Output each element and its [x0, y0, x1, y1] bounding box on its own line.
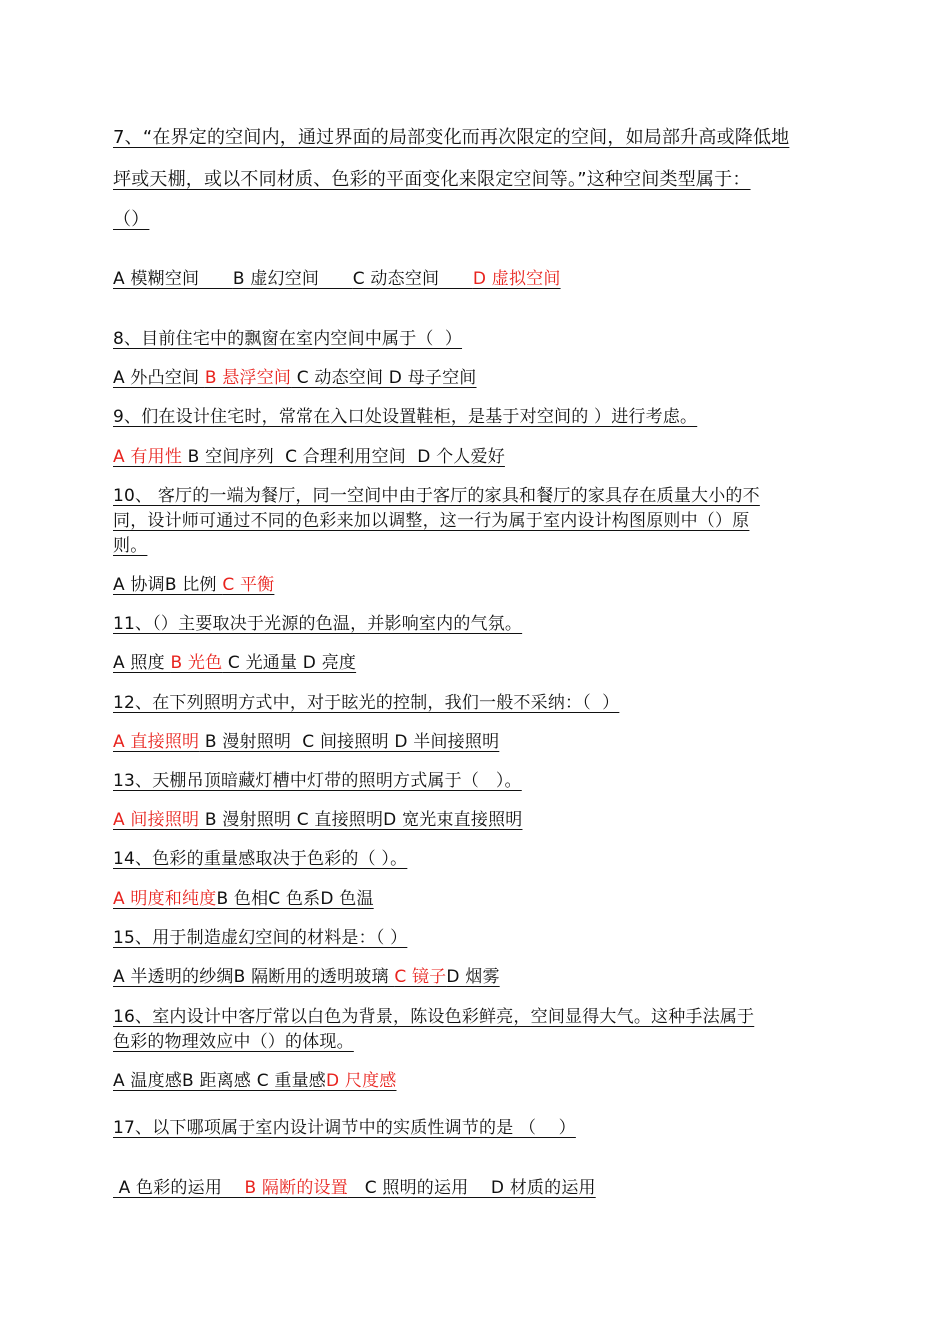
option: A 色彩的运用 — [113, 1178, 245, 1198]
question-8-options — [113, 367, 477, 389]
question-9-line-1: 9、们在设计住宅时，常常在入口处设置鞋柜，是基于对空间的 ）进行考虑。 — [113, 407, 698, 427]
option: D 烟雾 — [446, 967, 500, 987]
question-15-options — [113, 966, 500, 988]
correct-option: A 间接照明 — [113, 810, 200, 830]
option: A 照度 — [113, 653, 171, 673]
question-7-line-1: 7、“在界定的空间内，通过界面的局部变化而再次限定的空间，如局部升高或降低地 — [113, 127, 790, 148]
question-14-options — [113, 888, 374, 910]
question-7-options — [113, 268, 561, 290]
correct-option: A 有用性 — [113, 447, 183, 467]
option: B 漫射照明 C 间接照明 D 半间接照明 — [199, 732, 500, 752]
option: B 色相C 色系D 色温 — [216, 889, 374, 909]
question-10-line-3: 则。 — [113, 536, 148, 556]
correct-option: B 隔断的设置 — [244, 1178, 348, 1198]
option: A 外凸空间 — [113, 368, 205, 388]
option: A 模糊空间 — [113, 269, 233, 289]
option: B 漫射照明 C 直接照明D 宽光束直接照明 — [199, 810, 523, 830]
question-11-line-1: 11、（）主要取决于光源的色温，并影响室内的气氛。 — [113, 614, 523, 634]
question-10-options — [113, 574, 274, 596]
question-8-line-1: 8、目前住宅中的飘窗在室内空间中属于（ ） — [113, 329, 463, 349]
question-12-line-1: 12、在下列照明方式中，对于眩光的控制，我们一般不采纳：（ ） — [113, 693, 620, 713]
correct-option: D 尺度感 — [325, 1071, 397, 1091]
option: A 温度感B 距离感 C 重量感 — [113, 1071, 326, 1091]
question-12-options — [113, 731, 499, 753]
option: C 照明的运用 D 材质的运用 — [347, 1178, 596, 1198]
correct-option: B 光色 — [170, 653, 223, 673]
question-7-line-2: 坪或天棚，或以不同材质、色彩的平面变化来限定空间等。”这种空间类型属于： — [113, 169, 751, 190]
correct-option: D 虚拟空间 — [472, 269, 561, 289]
question-13-options — [113, 809, 522, 831]
correct-option: A 明度和纯度 — [113, 889, 217, 909]
option: A 协调B 比例 — [113, 575, 223, 595]
option: C 光通量 D 亮度 — [222, 653, 357, 673]
question-10-line-2: 同，设计师可通过不同的色彩来加以调整，这一行为属于室内设计构图原则中（）原 — [113, 511, 750, 531]
question-13-line-1: 13、天棚吊顶暗藏灯槽中灯带的照明方式属于（ ）。 — [113, 771, 522, 791]
option: A 半透明的纱绸B 隔断用的透明玻璃 — [113, 967, 395, 987]
option: C 动态空间 — [352, 269, 473, 289]
correct-option: C 镜子 — [394, 967, 447, 987]
correct-option: A 直接照明 — [113, 732, 200, 752]
question-11-options — [113, 652, 356, 674]
question-9-options — [113, 446, 505, 468]
option: C 动态空间 D 母子空间 — [291, 368, 477, 388]
correct-option: B 悬浮空间 — [204, 368, 292, 388]
option: B 虚幻空间 — [232, 269, 353, 289]
question-17-line-1: 17、以下哪项属于室内设计调节中的实质性调节的是 （ ） — [113, 1118, 576, 1138]
option: B 空间序列 C 合理利用空间 D 个人爱好 — [182, 447, 505, 467]
question-16-line-1: 16、室内设计中客厅常以白色为背景，陈设色彩鲜亮，空间显得大气。这种手法属于 — [113, 1007, 755, 1027]
question-15-line-1: 15、用于制造虚幻空间的材料是：（ ） — [113, 928, 408, 948]
correct-option: C 平衡 — [222, 575, 275, 595]
question-16-options — [113, 1070, 396, 1092]
question-16-line-2: 色彩的物理效应中（）的体现。 — [113, 1032, 354, 1052]
question-14-line-1: 14、色彩的重量感取决于色彩的（ ）。 — [113, 849, 408, 869]
question-10-line-1: 10、 客厅的一端为餐厅，同一空间中由于客厅的家具和餐厅的家具存在质量大小的不 — [113, 486, 760, 506]
question-17-options — [113, 1177, 596, 1199]
question-7-line-3: （） — [113, 209, 150, 230]
